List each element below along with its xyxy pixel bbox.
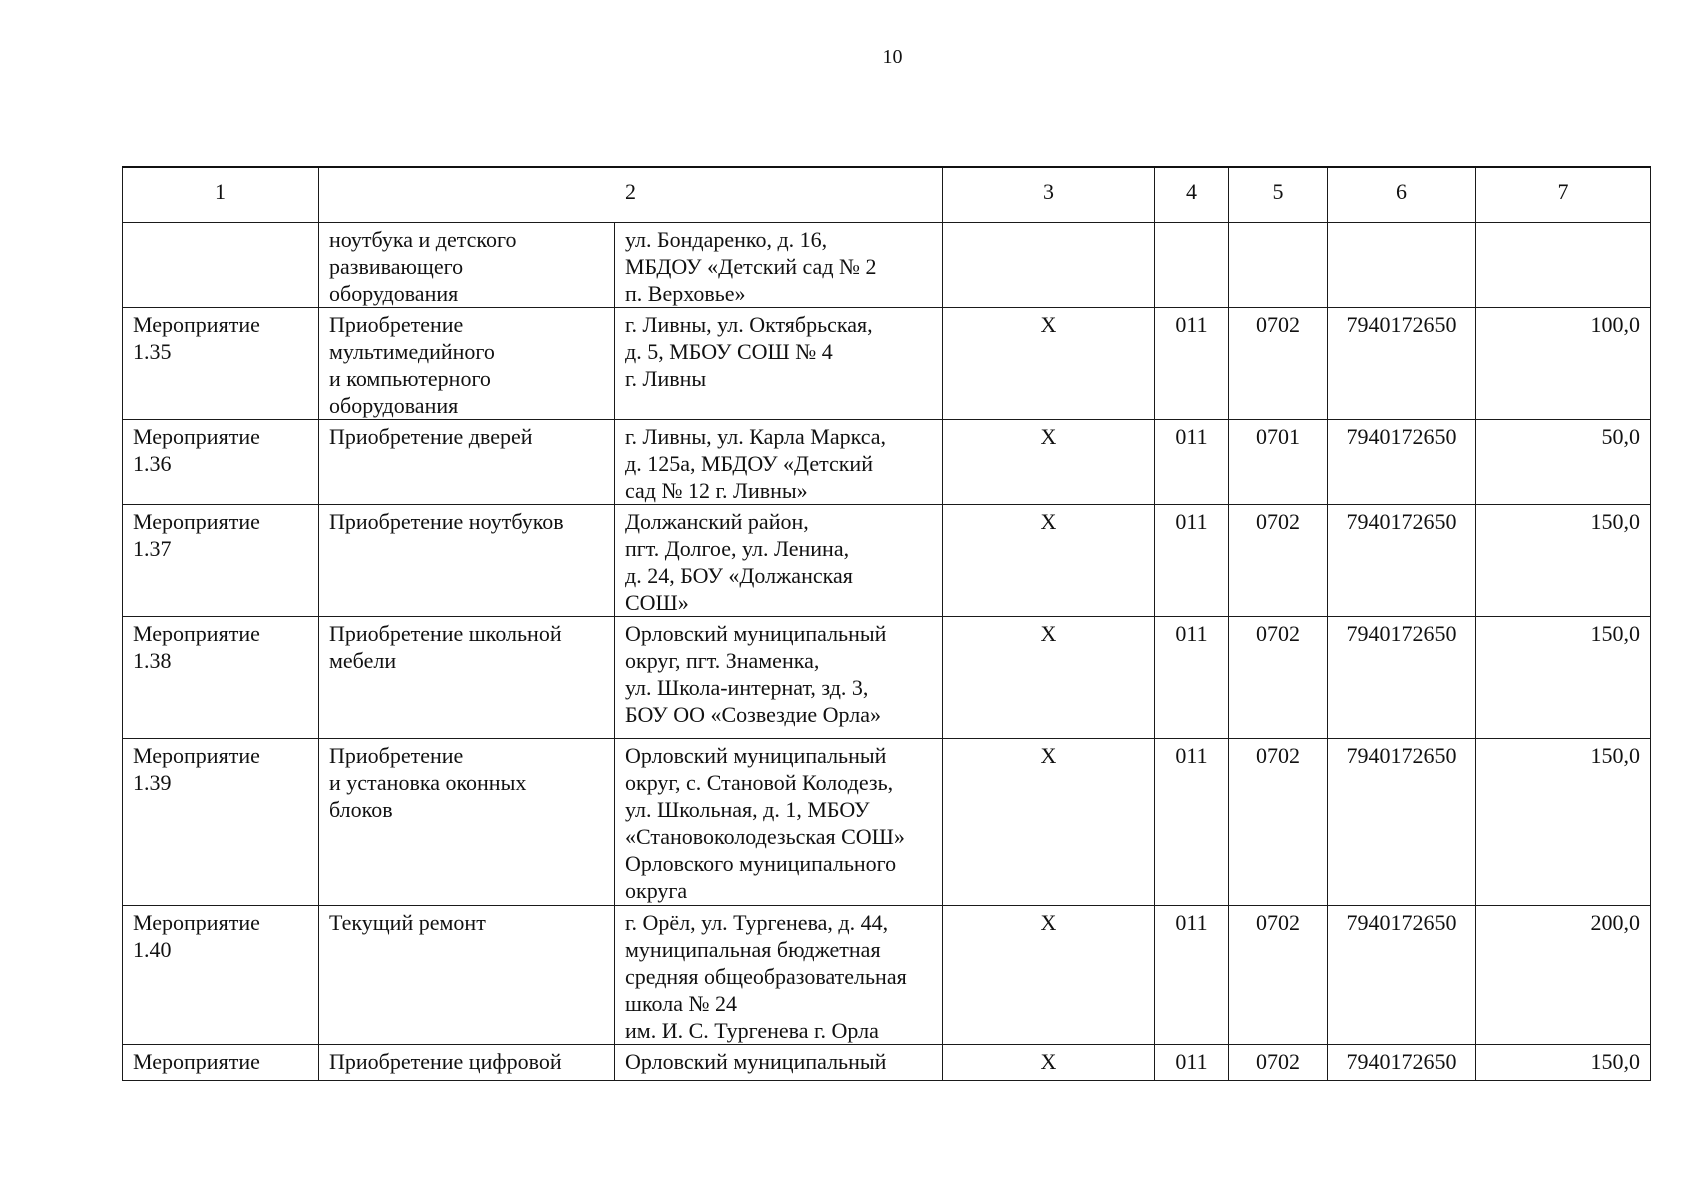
event-cell: Мероприятие 1.35 (123, 308, 319, 420)
page-number: 10 (882, 46, 903, 68)
event-cell: Мероприятие 1.39 (123, 739, 319, 906)
header-cell-4: 4 (1155, 167, 1229, 223)
table-row (123, 906, 1651, 1045)
col6-cell: 7940172650 (1328, 739, 1476, 906)
col4-cell: 011 (1155, 739, 1229, 906)
name-cell: Приобретение ноутбуков (319, 505, 615, 617)
col7-cell: 50,0 (1476, 420, 1651, 505)
col3-cell: X (943, 420, 1155, 505)
col7-cell: 150,0 (1476, 505, 1651, 617)
col5-cell (1229, 223, 1328, 308)
address-cell: Орловский муниципальный округ, пгт. Знаменка, ул. Школа-интернат, зд. 3, БОУ ОО «Созвездие Орла» (615, 617, 943, 739)
col5-cell: 0702 (1229, 505, 1328, 617)
table-header-row (123, 167, 1651, 223)
col5-cell: 0702 (1229, 1045, 1328, 1081)
col3-cell: X (943, 308, 1155, 420)
table-row (123, 739, 1651, 906)
col7-cell: 150,0 (1476, 617, 1651, 739)
event-cell (123, 223, 319, 308)
col4-cell: 011 (1155, 1045, 1229, 1081)
col3-cell: X (943, 739, 1155, 906)
col6-cell: 7940172650 (1328, 906, 1476, 1045)
name-cell: Приобретение мультимедийного и компьютерного оборудования (319, 308, 615, 420)
col4-cell: 011 (1155, 308, 1229, 420)
col4-cell (1155, 223, 1229, 308)
event-cell: Мероприятие 1.40 (123, 906, 319, 1045)
header-cell-6: 6 (1328, 167, 1476, 223)
event-cell: Мероприятие 1.38 (123, 617, 319, 739)
address-cell: г. Ливны, ул. Карла Маркса, д. 125а, МБДОУ «Детский сад № 12 г. Ливны» (615, 420, 943, 505)
col5-cell: 0702 (1229, 739, 1328, 906)
address-cell: Орловский муниципальный (615, 1045, 943, 1081)
col3-cell: X (943, 1045, 1155, 1081)
header-cell-1: 1 (123, 167, 319, 223)
col3-cell: X (943, 505, 1155, 617)
col7-cell: 150,0 (1476, 1045, 1651, 1081)
table-body (123, 223, 1651, 1081)
col6-cell: 7940172650 (1328, 1045, 1476, 1081)
table-row (123, 505, 1651, 617)
col6-cell: 7940172650 (1328, 505, 1476, 617)
header-cell-3: 3 (943, 167, 1155, 223)
table-row (123, 223, 1651, 308)
col4-cell: 011 (1155, 906, 1229, 1045)
table-row (123, 617, 1651, 739)
col6-cell: 7940172650 (1328, 420, 1476, 505)
address-cell: Орловский муниципальный округ, с. Становой Колодезь, ул. Школьная, д. 1, МБОУ «Становоколодезьская СОШ» Орловского муниципального округа (615, 739, 943, 906)
address-cell: г. Орёл, ул. Тургенева, д. 44, муниципальная бюджетная средняя общеобразовательная школа № 24 им. И. С. Тургенева г. Орла (615, 906, 943, 1045)
col6-cell: 7940172650 (1328, 617, 1476, 739)
event-cell: Мероприятие 1.37 (123, 505, 319, 617)
header-cell-5: 5 (1229, 167, 1328, 223)
col6-cell: 7940172650 (1328, 308, 1476, 420)
col3-cell: X (943, 906, 1155, 1045)
name-cell: Приобретение дверей (319, 420, 615, 505)
col5-cell: 0702 (1229, 308, 1328, 420)
col5-cell: 0702 (1229, 617, 1328, 739)
col4-cell: 011 (1155, 420, 1229, 505)
col4-cell: 011 (1155, 617, 1229, 739)
col4-cell: 011 (1155, 505, 1229, 617)
col7-cell: 100,0 (1476, 308, 1651, 420)
address-cell: г. Ливны, ул. Октябрьская, д. 5, МБОУ СОШ № 4 г. Ливны (615, 308, 943, 420)
activities-table (122, 166, 1651, 1081)
address-cell: ул. Бондаренко, д. 16, МБДОУ «Детский сад № 2 п. Верховье» (615, 223, 943, 308)
col5-cell: 0701 (1229, 420, 1328, 505)
col5-cell: 0702 (1229, 906, 1328, 1045)
header-cell-2: 2 (319, 167, 943, 223)
name-cell: Приобретение и установка оконных блоков (319, 739, 615, 906)
col7-cell: 150,0 (1476, 739, 1651, 906)
table-row (123, 308, 1651, 420)
table-row (123, 1045, 1651, 1081)
name-cell: ноутбука и детского развивающего оборудования (319, 223, 615, 308)
name-cell: Приобретение школьной мебели (319, 617, 615, 739)
table-row (123, 420, 1651, 505)
col6-cell (1328, 223, 1476, 308)
name-cell: Приобретение цифровой (319, 1045, 615, 1081)
event-cell: Мероприятие 1.36 (123, 420, 319, 505)
col7-cell (1476, 223, 1651, 308)
name-cell: Текущий ремонт (319, 906, 615, 1045)
header-cell-7: 7 (1476, 167, 1651, 223)
col3-cell: X (943, 617, 1155, 739)
col3-cell (943, 223, 1155, 308)
event-cell: Мероприятие (123, 1045, 319, 1081)
col7-cell: 200,0 (1476, 906, 1651, 1045)
address-cell: Должанский район, пгт. Долгое, ул. Ленина, д. 24, БОУ «Должанская СОШ» (615, 505, 943, 617)
